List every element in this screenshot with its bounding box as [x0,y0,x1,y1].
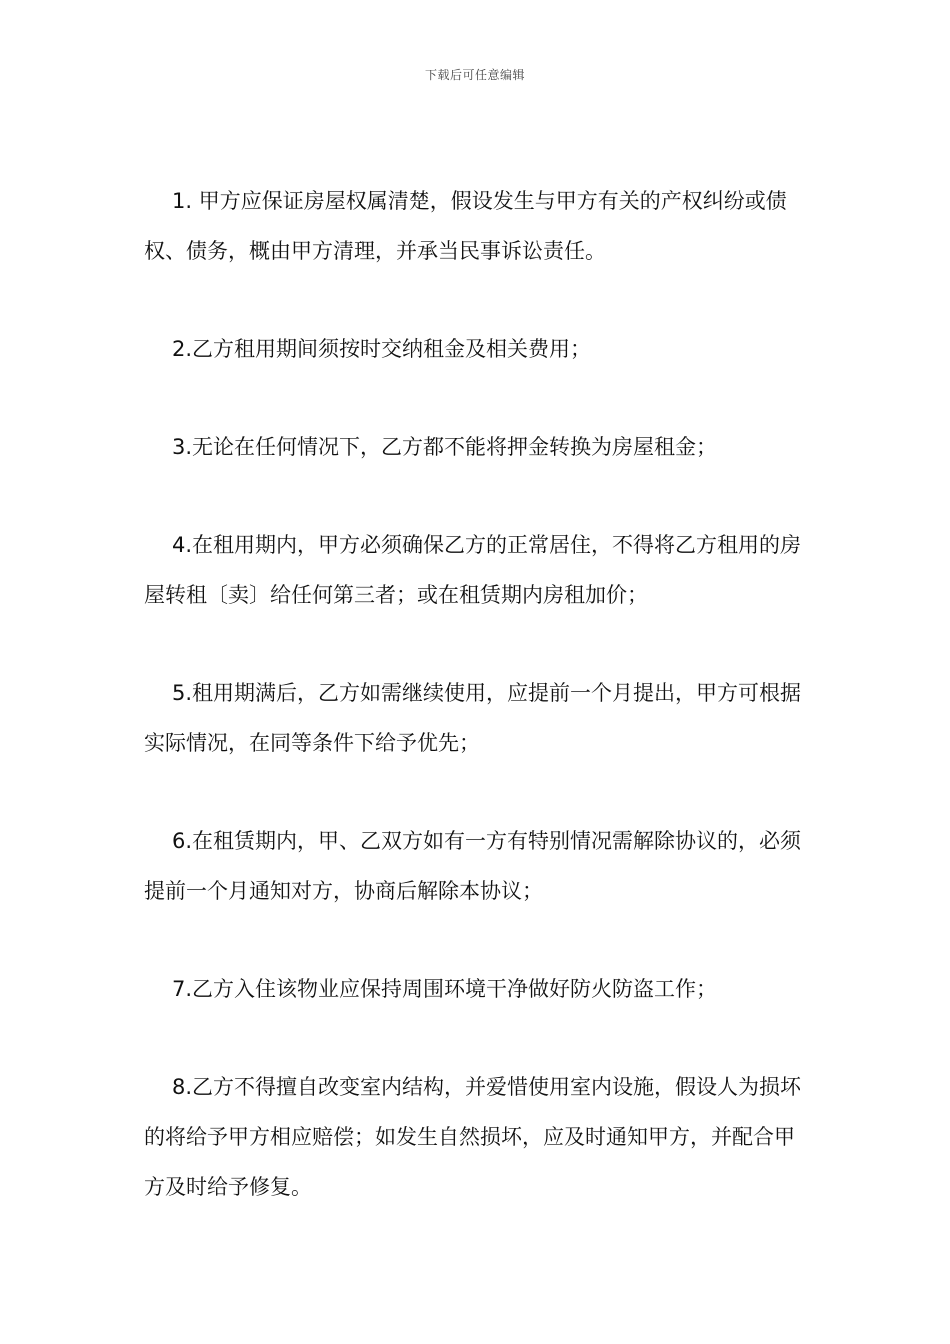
clause-1: 1. 甲方应保证房屋权属清楚，假设发生与甲方有关的产权纠纷或债权、债务，概由甲方清理，并承当民事诉讼责任。 [144,189,787,263]
clause-6: 6.在租赁期内，甲、乙双方如有一方有特别情况需解除协议的，必须提前一个月通知对方，协商后解除本协议； [144,829,802,903]
clause-5: 5.租用期满后，乙方如需继续使用，应提前一个月提出，甲方可根据实际情况，在同等条件下给予优先； [144,681,802,755]
clause-3: 3.无论在任何情况下，乙方都不能将押金转换为房屋租金； [172,435,718,459]
document-body [144,176,812,1212]
page-header-note: 下载后可任意编辑 [424,68,525,82]
clause-2: 2.乙方租用期间须按时交纳租金及相关费用； [172,337,592,361]
clause-7: 7.乙方入住该物业应保持周围环境干净做好防火防盗工作； [172,977,718,1001]
clause-8: 8.乙方不得擅自改变室内结构，并爱惜使用室内设施，假设人为损坏的将给予甲方相应赔偿；如发生自然损坏，应及时通知甲方，并配合甲方及时给予修复。 [144,1075,802,1199]
clause-4: 4.在租用期内，甲方必须确保乙方的正常居住，不得将乙方租用的房屋转租〔卖〕给任何第三者；或在租赁期内房租加价； [144,533,802,607]
